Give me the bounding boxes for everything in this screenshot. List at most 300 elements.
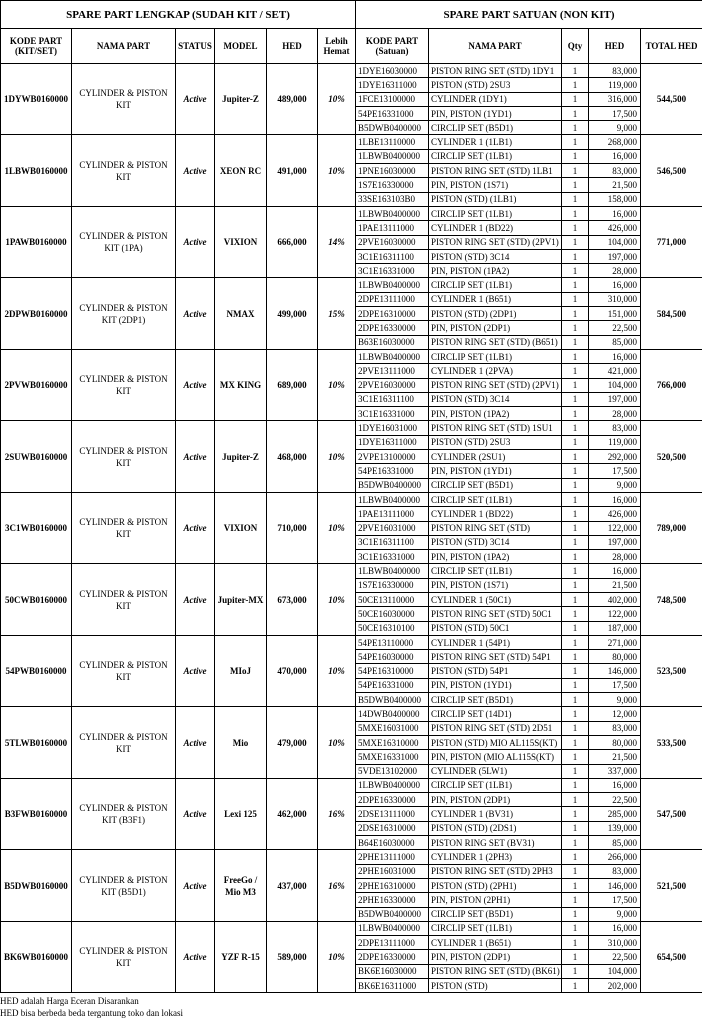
part-code: BK6E16311000 [356, 979, 429, 993]
kit-total-hed: 520,500 [641, 421, 702, 492]
part-qty: 1 [562, 650, 589, 664]
part-qty: 1 [562, 64, 589, 78]
kit-total-hed: 771,000 [641, 206, 702, 277]
col-hed-satuan: HED [589, 29, 641, 64]
part-hed: 28,000 [589, 407, 641, 421]
part-name: CIRCLIP SET (B5D1) [429, 478, 562, 492]
kit-hemat: 10% [318, 421, 356, 492]
part-hed: 119,000 [589, 78, 641, 92]
part-code: 3C1E16311100 [356, 535, 429, 549]
col-status: STATUS [176, 29, 215, 64]
kit-model: VIXION [215, 492, 267, 563]
part-hed: 310,000 [589, 936, 641, 950]
part-hed: 146,000 [589, 664, 641, 678]
part-code: 54PE16331000 [356, 678, 429, 692]
table-row [1, 850, 702, 864]
kit-hed: 589,000 [267, 921, 318, 992]
kit-status: Active [176, 850, 215, 921]
kit-model: Lexi 125 [215, 778, 267, 849]
part-name: PIN, PISTON (1PA2) [429, 264, 562, 278]
kit-code: 2SUWB0160000 [1, 421, 72, 492]
part-hed: 16,000 [589, 149, 641, 163]
kit-hemat: 16% [318, 778, 356, 849]
part-name: PISTON (STD) [429, 979, 562, 993]
col-nama-part: NAMA PART [72, 29, 176, 64]
kit-total-hed: 748,500 [641, 564, 702, 635]
part-code: B64E16030000 [356, 836, 429, 850]
part-code: 33SE163103B0 [356, 192, 429, 206]
part-name: PISTON RING SET (BV31) [429, 836, 562, 850]
part-name: CYLINDER 1 (2PH3) [429, 850, 562, 864]
part-hed: 426,000 [589, 507, 641, 521]
part-qty: 1 [562, 392, 589, 406]
kit-hed: 468,000 [267, 421, 318, 492]
kit-name: CYLINDER & PISTON KIT (1PA) [72, 206, 176, 277]
part-name: PIN, PISTON (2DP1) [429, 793, 562, 807]
col-kode-kit: KODE PART (KIT/SET) [1, 29, 72, 64]
satuan-section-title: SPARE PART SATUAN (NON KIT) [356, 1, 702, 29]
part-code: 1S7E16330000 [356, 578, 429, 592]
kit-code: B5DWB0160000 [1, 850, 72, 921]
table-row [1, 349, 702, 363]
part-name: CIRCLIP SET (1LB1) [429, 564, 562, 578]
part-code: 5MXE16331000 [356, 750, 429, 764]
part-hed: 16,000 [589, 349, 641, 363]
part-hed: 80,000 [589, 650, 641, 664]
part-code: 1PNE16030000 [356, 164, 429, 178]
part-code: 1LBWB0400000 [356, 564, 429, 578]
kit-total-hed: 766,000 [641, 349, 702, 420]
kit-model: Jupiter-Z [215, 64, 267, 135]
part-hed: 85,000 [589, 836, 641, 850]
part-qty: 1 [562, 693, 589, 707]
part-name: CIRCLIP SET (1LB1) [429, 278, 562, 292]
kit-status: Active [176, 135, 215, 206]
part-code: 54PE13110000 [356, 635, 429, 649]
part-name: PISTON (STD) 3C14 [429, 392, 562, 406]
part-code: B5DWB0400000 [356, 693, 429, 707]
part-code: 5MXE16310000 [356, 735, 429, 749]
part-qty: 1 [562, 407, 589, 421]
part-qty: 1 [562, 564, 589, 578]
kit-total-hed: 546,500 [641, 135, 702, 206]
part-hed: 9,000 [589, 478, 641, 492]
table-row [1, 778, 702, 792]
part-hed: 104,000 [589, 235, 641, 249]
kit-name: CYLINDER & PISTON KIT [72, 492, 176, 563]
part-hed: 12,000 [589, 707, 641, 721]
part-qty: 1 [562, 592, 589, 606]
part-name: CYLINDER 1 (54P1) [429, 635, 562, 649]
part-hed: 80,000 [589, 735, 641, 749]
part-code: 2DPE16310000 [356, 307, 429, 321]
kit-code: 50CWB0160000 [1, 564, 72, 635]
kit-status: Active [176, 921, 215, 992]
part-name: PISTON (STD) (2DP1) [429, 307, 562, 321]
kit-hemat: 10% [318, 707, 356, 778]
part-code: 1DYE16311000 [356, 435, 429, 449]
part-name: PISTON RING SET (STD) 54P1 [429, 650, 562, 664]
part-qty: 1 [562, 335, 589, 349]
part-name: PISTON RING SET (STD) 1LB1 [429, 164, 562, 178]
part-hed: 426,000 [589, 221, 641, 235]
part-qty: 1 [562, 707, 589, 721]
part-qty: 1 [562, 936, 589, 950]
part-qty: 1 [562, 621, 589, 635]
part-hed: 28,000 [589, 264, 641, 278]
kit-total-hed: 789,000 [641, 492, 702, 563]
part-qty: 1 [562, 349, 589, 363]
kit-model: XEON RC [215, 135, 267, 206]
part-qty: 1 [562, 535, 589, 549]
part-code: 1S7E16330000 [356, 178, 429, 192]
kit-code: 3C1WB0160000 [1, 492, 72, 563]
part-name: PISTON (STD) (2DS1) [429, 821, 562, 835]
part-qty: 1 [562, 78, 589, 92]
table-row [1, 564, 702, 578]
part-code: 2DSE13111000 [356, 807, 429, 821]
part-name: CYLINDER 1 (B651) [429, 292, 562, 306]
part-qty: 1 [562, 850, 589, 864]
part-qty: 1 [562, 979, 589, 993]
table-row [1, 135, 702, 149]
kit-code: 2PVWB0160000 [1, 349, 72, 420]
part-name: PISTON (STD) 2SU3 [429, 435, 562, 449]
part-name: PISTON RING SET (STD) 1SU1 [429, 421, 562, 435]
kit-status: Active [176, 707, 215, 778]
part-hed: 22,500 [589, 321, 641, 335]
part-code: 3C1E16311100 [356, 392, 429, 406]
part-code: 3C1E16331000 [356, 264, 429, 278]
part-name: CIRCLIP SET (1LB1) [429, 492, 562, 506]
part-code: 2DPE16330000 [356, 950, 429, 964]
part-code: 54PE16331000 [356, 106, 429, 120]
part-name: CIRCLIP SET (1LB1) [429, 349, 562, 363]
kit-name: CYLINDER & PISTON KIT (2DP1) [72, 278, 176, 349]
part-code: 2PVE16030000 [356, 378, 429, 392]
part-name: PIN, PISTON (1S71) [429, 178, 562, 192]
part-hed: 17,500 [589, 106, 641, 120]
part-hed: 151,000 [589, 307, 641, 321]
part-name: CIRCLIP SET (1LB1) [429, 206, 562, 220]
part-code: 1LBWB0400000 [356, 349, 429, 363]
part-hed: 187,000 [589, 621, 641, 635]
kit-total-hed: 584,500 [641, 278, 702, 349]
part-name: CYLINDER 1 (BD22) [429, 221, 562, 235]
part-hed: 21,500 [589, 750, 641, 764]
col-nama-part-satuan: NAMA PART [429, 29, 562, 64]
kit-total-hed: 523,500 [641, 635, 702, 706]
table-row [1, 492, 702, 506]
part-code: 1DYE16311000 [356, 78, 429, 92]
kit-name: CYLINDER & PISTON KIT [72, 564, 176, 635]
kit-model: VIXION [215, 206, 267, 277]
kit-model: Jupiter-Z [215, 421, 267, 492]
kit-name: CYLINDER & PISTON KIT (B5D1) [72, 850, 176, 921]
part-code: 50CE13110000 [356, 592, 429, 606]
table-row [1, 278, 702, 292]
kit-status: Active [176, 778, 215, 849]
part-name: PIN, PISTON (1YD1) [429, 678, 562, 692]
part-qty: 1 [562, 264, 589, 278]
table-row [1, 206, 702, 220]
part-qty: 1 [562, 421, 589, 435]
part-code: 2PHE16031000 [356, 864, 429, 878]
kit-hemat: 10% [318, 349, 356, 420]
kit-hed: 470,000 [267, 635, 318, 706]
kit-model: MX KING [215, 349, 267, 420]
kit-code: BK6WB0160000 [1, 921, 72, 992]
kit-status: Active [176, 349, 215, 420]
part-hed: 21,500 [589, 578, 641, 592]
part-qty: 1 [562, 92, 589, 106]
part-qty: 1 [562, 607, 589, 621]
part-name: PISTON (STD) 2SU3 [429, 78, 562, 92]
part-hed: 402,000 [589, 592, 641, 606]
kit-model: NMAX [215, 278, 267, 349]
part-hed: 292,000 [589, 450, 641, 464]
part-code: 2DPE16330000 [356, 321, 429, 335]
part-hed: 17,500 [589, 464, 641, 478]
part-hed: 9,000 [589, 693, 641, 707]
part-qty: 1 [562, 492, 589, 506]
part-qty: 1 [562, 364, 589, 378]
part-qty: 1 [562, 678, 589, 692]
part-name: PISTON RING SET (STD) (B651) [429, 335, 562, 349]
part-hed: 337,000 [589, 764, 641, 778]
part-code: 1LBE13110000 [356, 135, 429, 149]
part-name: CIRCLIP SET (1LB1) [429, 921, 562, 935]
kit-model: YZF R-15 [215, 921, 267, 992]
kit-total-hed: 544,500 [641, 64, 702, 135]
table-row [1, 64, 702, 78]
kit-total-hed: 654,500 [641, 921, 702, 992]
part-hed: 22,500 [589, 950, 641, 964]
kit-hed: 479,000 [267, 707, 318, 778]
kit-name: CYLINDER & PISTON KIT (B3F1) [72, 778, 176, 849]
kit-name: CYLINDER & PISTON KIT [72, 421, 176, 492]
part-qty: 1 [562, 435, 589, 449]
table-row [1, 707, 702, 721]
kit-name: CYLINDER & PISTON KIT [72, 64, 176, 135]
part-hed: 310,000 [589, 292, 641, 306]
part-name: CIRCLIP SET (1LB1) [429, 149, 562, 163]
part-code: 2DPE13111000 [356, 292, 429, 306]
part-hed: 83,000 [589, 421, 641, 435]
part-qty: 1 [562, 893, 589, 907]
part-hed: 285,000 [589, 807, 641, 821]
part-name: PIN, PISTON (1PA2) [429, 407, 562, 421]
col-qty: Qty [562, 29, 589, 64]
part-code: 50CE16310100 [356, 621, 429, 635]
kit-hemat: 10% [318, 635, 356, 706]
kit-hed: 710,000 [267, 492, 318, 563]
kit-hed: 491,000 [267, 135, 318, 206]
kit-hemat: 16% [318, 850, 356, 921]
part-hed: 83,000 [589, 64, 641, 78]
part-hed: 17,500 [589, 893, 641, 907]
part-hed: 9,000 [589, 121, 641, 135]
part-qty: 1 [562, 292, 589, 306]
part-hed: 197,000 [589, 249, 641, 263]
part-name: PIN, PISTON (1YD1) [429, 464, 562, 478]
part-name: CIRCLIP SET (B5D1) [429, 693, 562, 707]
part-code: B5DWB0400000 [356, 907, 429, 921]
part-qty: 1 [562, 807, 589, 821]
part-hed: 16,000 [589, 921, 641, 935]
kit-hed: 499,000 [267, 278, 318, 349]
part-code: 2VPE13100000 [356, 450, 429, 464]
kit-code: 1PAWB0160000 [1, 206, 72, 277]
part-qty: 1 [562, 507, 589, 521]
part-qty: 1 [562, 106, 589, 120]
kit-status: Active [176, 278, 215, 349]
part-code: 1LBWB0400000 [356, 278, 429, 292]
part-hed: 16,000 [589, 564, 641, 578]
part-name: PISTON RING SET (STD) [429, 521, 562, 535]
col-total-hed: TOTAL HED [641, 29, 702, 64]
part-name: CIRCLIP SET (B5D1) [429, 121, 562, 135]
part-name: PIN, PISTON (1YD1) [429, 106, 562, 120]
kit-name: CYLINDER & PISTON KIT [72, 635, 176, 706]
part-qty: 1 [562, 721, 589, 735]
part-qty: 1 [562, 450, 589, 464]
part-code: 2PHE13111000 [356, 850, 429, 864]
kit-model: FreeGo / Mio M3 [215, 850, 267, 921]
part-name: CIRCLIP SET (B5D1) [429, 907, 562, 921]
kit-section-title: SPARE PART LENGKAP (SUDAH KIT / SET) [1, 1, 356, 29]
part-qty: 1 [562, 864, 589, 878]
part-code: 1LBWB0400000 [356, 921, 429, 935]
kit-hed: 437,000 [267, 850, 318, 921]
part-name: PIN, PISTON (1PA2) [429, 550, 562, 564]
part-hed: 122,000 [589, 607, 641, 621]
kit-hemat: 10% [318, 135, 356, 206]
kit-model: Jupiter-MX [215, 564, 267, 635]
table-row [1, 635, 702, 649]
part-hed: 421,000 [589, 364, 641, 378]
part-qty: 1 [562, 764, 589, 778]
kit-hed: 462,000 [267, 778, 318, 849]
part-name: CYLINDER (2SU1) [429, 450, 562, 464]
part-hed: 146,000 [589, 878, 641, 892]
part-code: B5DWB0400000 [356, 121, 429, 135]
part-qty: 1 [562, 821, 589, 835]
part-hed: 16,000 [589, 492, 641, 506]
part-qty: 1 [562, 164, 589, 178]
part-code: 1FCE13100000 [356, 92, 429, 106]
part-qty: 1 [562, 178, 589, 192]
part-hed: 21,500 [589, 178, 641, 192]
kit-code: 5TLWB0160000 [1, 707, 72, 778]
kit-name: CYLINDER & PISTON KIT [72, 707, 176, 778]
part-code: 2DPE16330000 [356, 793, 429, 807]
part-code: 2DPE13111000 [356, 936, 429, 950]
part-qty: 1 [562, 664, 589, 678]
part-hed: 202,000 [589, 979, 641, 993]
part-qty: 1 [562, 321, 589, 335]
footnote-hed-definition: HED adalah Harga Eceran Disarankan [0, 996, 139, 1006]
part-hed: 83,000 [589, 721, 641, 735]
part-name: CYLINDER 1 (50C1) [429, 592, 562, 606]
part-qty: 1 [562, 964, 589, 978]
part-code: 2PVE13111000 [356, 364, 429, 378]
part-qty: 1 [562, 378, 589, 392]
kit-hed: 673,000 [267, 564, 318, 635]
part-hed: 83,000 [589, 164, 641, 178]
part-code: 2PHE16330000 [356, 893, 429, 907]
part-qty: 1 [562, 278, 589, 292]
part-name: CYLINDER (1DY1) [429, 92, 562, 106]
kit-hed: 689,000 [267, 349, 318, 420]
part-code: 50CE16030000 [356, 607, 429, 621]
col-model: MODEL [215, 29, 267, 64]
kit-hed: 489,000 [267, 64, 318, 135]
part-hed: 316,000 [589, 92, 641, 106]
part-name: PISTON RING SET (STD) 2PH3 [429, 864, 562, 878]
part-name: CYLINDER 1 (BD22) [429, 507, 562, 521]
kit-hemat: 10% [318, 492, 356, 563]
kit-code: 1LBWB0160000 [1, 135, 72, 206]
part-name: CIRCLIP SET (1LB1) [429, 778, 562, 792]
part-code: BK6E16030000 [356, 964, 429, 978]
part-code: 1DYE16031000 [356, 421, 429, 435]
part-code: 2PHE16310000 [356, 878, 429, 892]
part-name: PIN, PISTON (MIO AL115S(KT) [429, 750, 562, 764]
part-qty: 1 [562, 235, 589, 249]
part-hed: 197,000 [589, 392, 641, 406]
part-code: 1PAE13111000 [356, 507, 429, 521]
part-hed: 268,000 [589, 135, 641, 149]
part-code: 54PE16310000 [356, 664, 429, 678]
part-hed: 16,000 [589, 206, 641, 220]
col-kode-satuan: KODE PART (Satuan) [356, 29, 429, 64]
part-code: 1LBWB0400000 [356, 492, 429, 506]
part-name: PISTON RING SET (STD) (2PV1) [429, 235, 562, 249]
part-qty: 1 [562, 550, 589, 564]
part-name: CIRCLIP SET (14D1) [429, 707, 562, 721]
part-code: 1DYE16030000 [356, 64, 429, 78]
part-code: 2PVE16031000 [356, 521, 429, 535]
kit-model: Mio [215, 707, 267, 778]
kit-name: CYLINDER & PISTON KIT [72, 349, 176, 420]
part-code: 14DWB0400000 [356, 707, 429, 721]
part-hed: 197,000 [589, 535, 641, 549]
part-code: B63E16030000 [356, 335, 429, 349]
part-name: CYLINDER 1 (B651) [429, 936, 562, 950]
part-code: 1PAE13111000 [356, 221, 429, 235]
kit-status: Active [176, 492, 215, 563]
part-qty: 1 [562, 121, 589, 135]
part-hed: 22,500 [589, 793, 641, 807]
part-hed: 16,000 [589, 278, 641, 292]
part-code: 3C1E16331000 [356, 407, 429, 421]
part-qty: 1 [562, 921, 589, 935]
kit-code: 54PWB0160000 [1, 635, 72, 706]
kit-model: MIoJ [215, 635, 267, 706]
part-code: 2PVE16030000 [356, 235, 429, 249]
part-qty: 1 [562, 878, 589, 892]
kit-status: Active [176, 564, 215, 635]
kit-total-hed: 547,500 [641, 778, 702, 849]
part-qty: 1 [562, 950, 589, 964]
part-hed: 104,000 [589, 378, 641, 392]
part-code: 3C1E16311100 [356, 249, 429, 263]
kit-code: B3FWB0160000 [1, 778, 72, 849]
part-name: PIN, PISTON (1S71) [429, 578, 562, 592]
part-code: 54PE16331000 [356, 464, 429, 478]
part-qty: 1 [562, 750, 589, 764]
